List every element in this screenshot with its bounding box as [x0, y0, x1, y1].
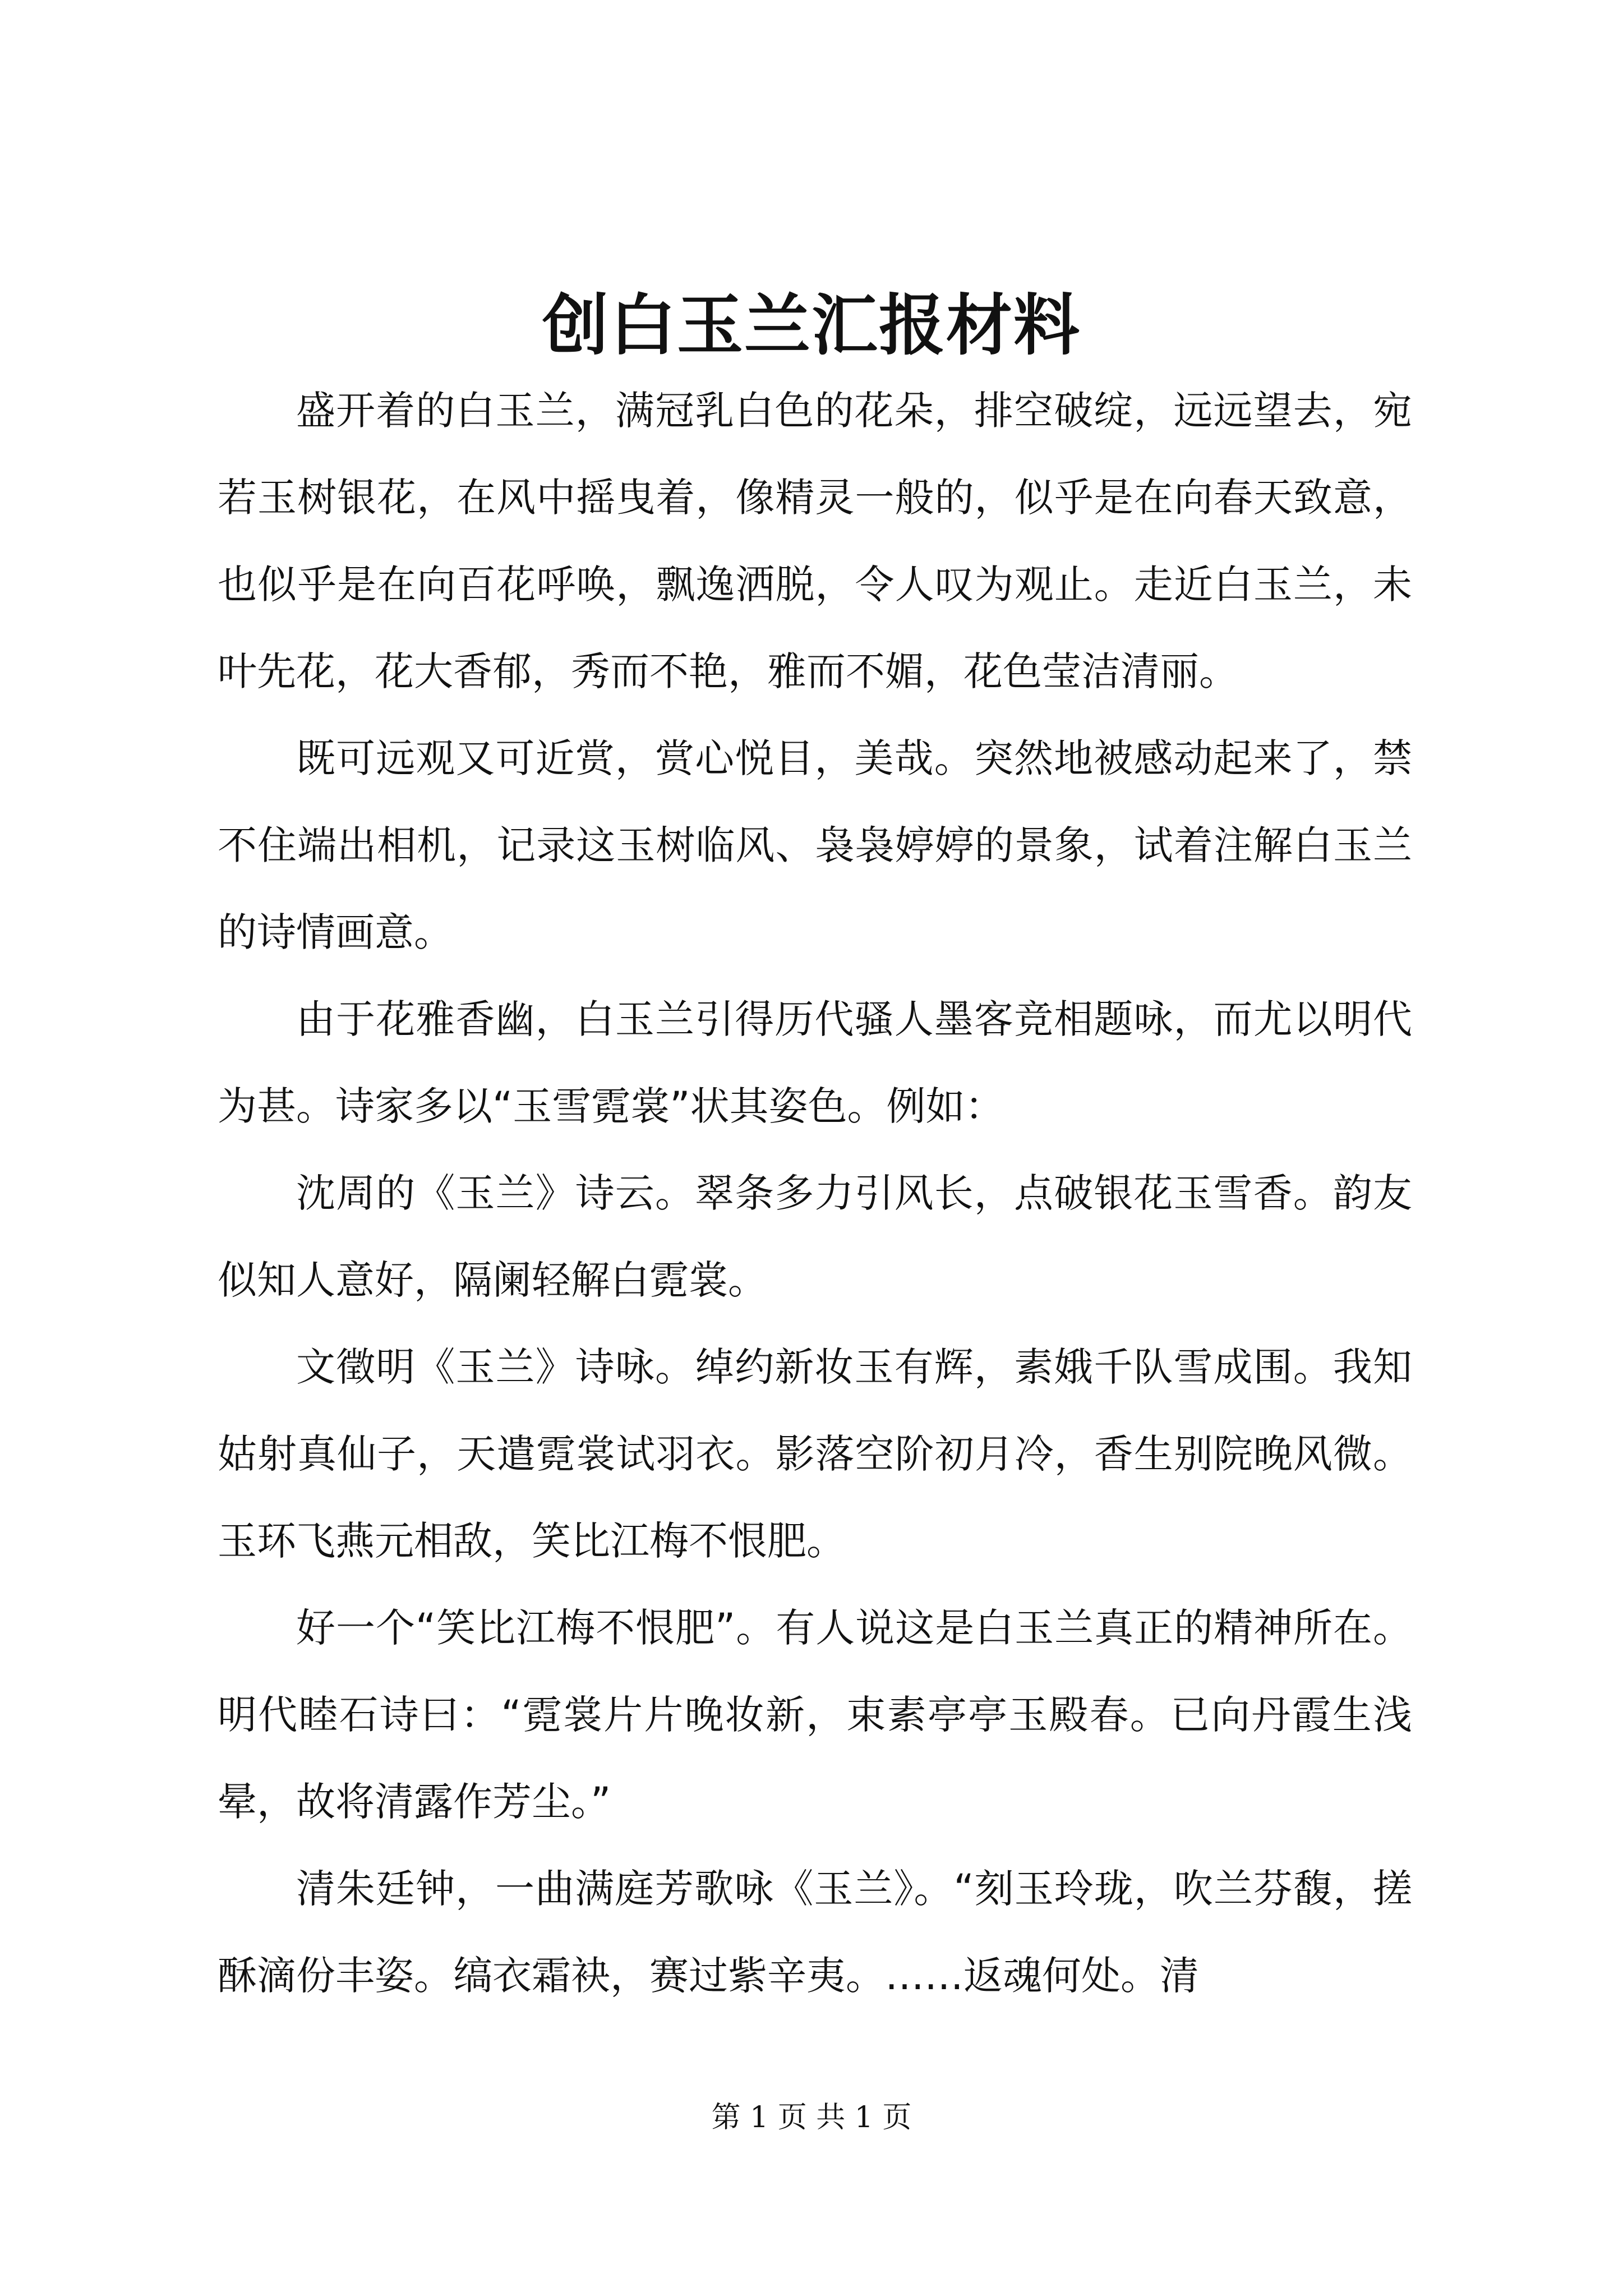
paragraph: 盛开着的白玉兰，满冠乳白色的花朵，排空破绽，远远望去，宛若玉树银花，在风中摇曳着，像精灵一般的，似乎是在向春天致意，也似乎是在向百花呼唤，飘逸洒脱，令人叹为观止。走近白玉兰，未叶先花，花大香郁，秀而不艳，雅而不媚，花色莹洁清丽。 [218, 388, 1412, 694]
paragraph: 既可远观又可近赏，赏心悦目，美哉。突然地被感动起来了，禁不住端出相机，记录这玉树临风、袅袅婷婷的景象，试着注解白玉兰的诗情画意。 [218, 735, 1412, 955]
paragraph: 由于花雅香幽，白玉兰引得历代骚人墨客竞相题咏，而尤以明代为甚。诗家多以“玉雪霓裳”状其姿色。例如： [218, 996, 1412, 1129]
paragraph: 沈周的《玉兰》诗云。翠条多力引风长，点破银花玉雪香。韵友似知人意好，隔阑轻解白霓裳。 [218, 1170, 1412, 1303]
page-footer: 第 1 页 共 1 页 [711, 2101, 912, 2134]
document-title: 创白玉兰汇报材料 [542, 286, 1081, 364]
paragraph: 清朱廷钟，一曲满庭芳歌咏《玉兰》。“刻玉玲珑，吹兰芬馥，搓酥滴份丰姿。缟衣霜袂，赛过紫辛夷。……返魂何处。清 [218, 1866, 1412, 1999]
document-body [218, 367, 1412, 2019]
paragraph: 文徵明《玉兰》诗咏。绰约新妆玉有辉，素娥千队雪成围。我知姑射真仙子，天遣霓裳试羽衣。影落空阶初月冷，香生别院晚风微。玉环飞燕元相敌，笑比江梅不恨肥。 [218, 1344, 1412, 1564]
paragraph: 好一个“笑比江梅不恨肥”。有人说这是白玉兰真正的精神所在。明代睦石诗曰：“霓裳片片晚妆新，束素亭亭玉殿春。已向丹霞生浅晕，故将清露作芳尘。” [218, 1605, 1412, 1825]
